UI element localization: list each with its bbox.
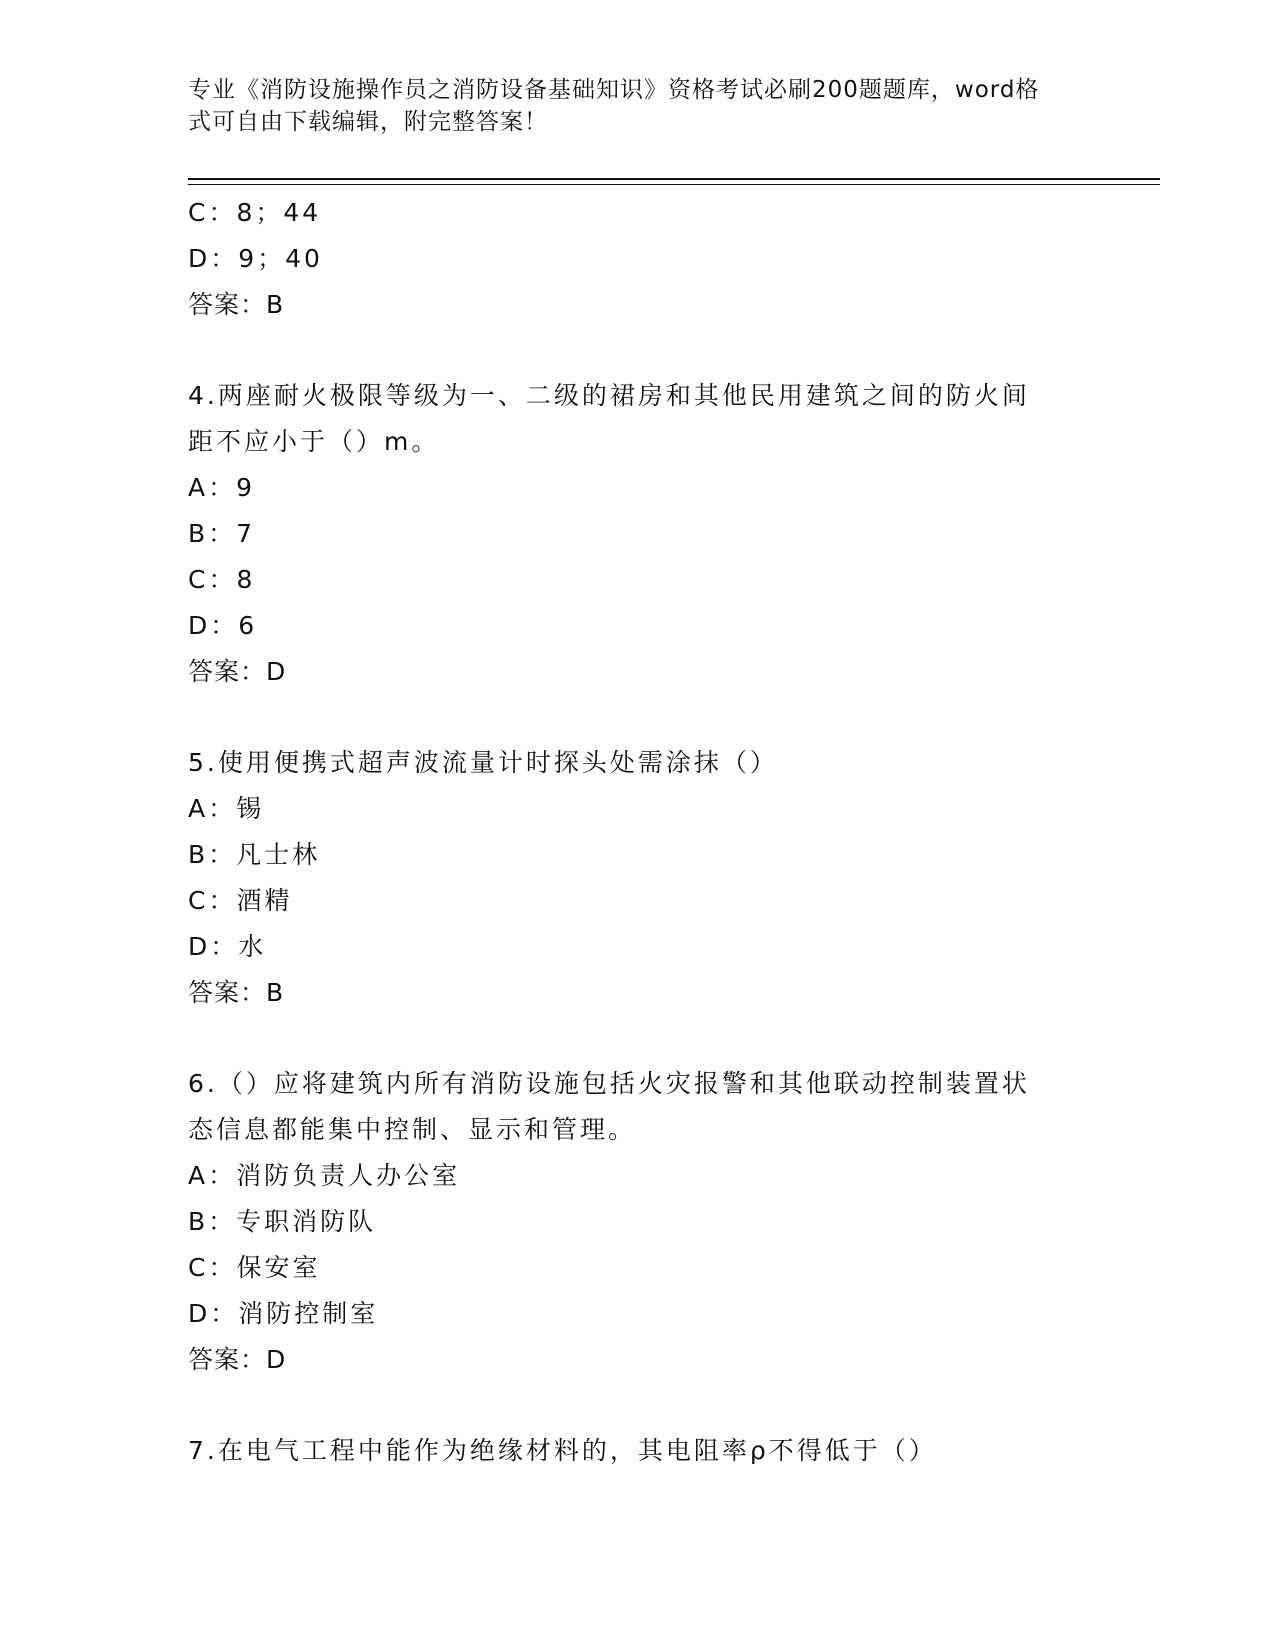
question-7 [188,1428,1118,1474]
option-c: C：酒精 [188,886,293,915]
option-a: A：锡 [188,794,265,823]
option-b: B：7 [188,519,256,548]
question-stem: 5.使用便携式超声波流量计时探头处需涂抹（） [188,748,778,777]
question-stem: 距不应小于（）m。 [188,427,440,456]
question-6 [188,1061,1118,1383]
answer-line: 答案：B [188,290,285,319]
question-list [188,190,1118,1474]
option-b: B：专职消防队 [188,1207,377,1236]
option-c: C：保安室 [188,1253,321,1282]
header-divider-thick [188,178,1160,180]
answer-line: 答案：D [188,1345,287,1374]
option-d: D：9；40 [188,244,323,273]
header-line-1: 专业《消防设施操作员之消防设备基础知识》资格考试必刷200题题库，word格 [188,77,1040,103]
option-c: C：8 [188,565,256,594]
option-a: A：9 [188,473,256,502]
answer-line: 答案：B [188,978,285,1007]
carryover-block [188,190,1118,328]
question-stem: 7.在电气工程中能作为绝缘材料的，其电阻率ρ不得低于（） [188,1436,937,1465]
option-a: A：消防负责人办公室 [188,1161,461,1190]
question-stem: 态信息都能集中控制、显示和管理。 [188,1115,637,1144]
question-5 [188,740,1118,1016]
header-divider-thin [188,184,1160,185]
option-d: D：消防控制室 [188,1299,379,1328]
question-stem: 4.两座耐火极限等级为一、二级的裙房和其他民用建筑之间的防火间 [188,381,1030,410]
document-header [188,74,1088,138]
question-stem: 6.（）应将建筑内所有消防设施包括火灾报警和其他联动控制装置状 [188,1069,1030,1098]
answer-line: 答案：D [188,657,287,686]
header-line-2: 式可自由下载编辑，附完整答案！ [188,109,548,135]
question-4 [188,373,1118,695]
option-d: D：6 [188,611,258,640]
option-c: C：8；44 [188,198,322,227]
option-b: B：凡士林 [188,840,321,869]
option-d: D：水 [188,932,267,961]
